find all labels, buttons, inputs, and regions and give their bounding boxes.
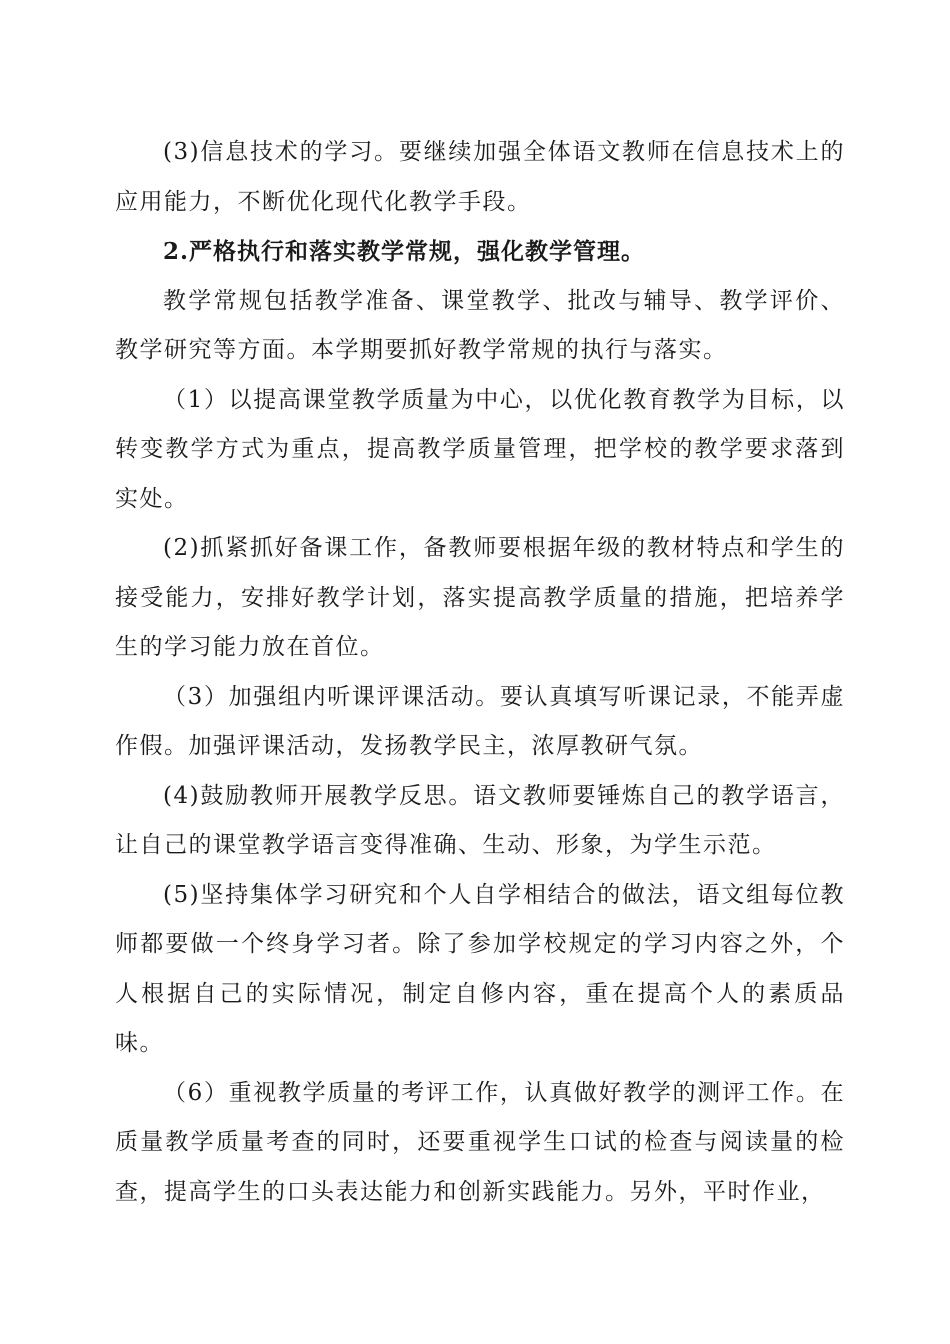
paragraph-item-4: (4)鼓励教师开展教学反思。语文教师要锤炼自己的教学语言，让自己的课堂教学语言变得准确、生动、形象，为学生示范。 <box>115 782 845 858</box>
paragraph-item-2: (2)抓紧抓好备课工作，备教师要根据年级的教材特点和学生的接受能力，安排好教学计划，落实提高教学质量的措施，把培养学生的学习能力放在首位。 <box>115 535 845 660</box>
paragraph-item-1: （1）以提高课堂教学质量为中心，以优化教育教学为目标，以转变教学方式为重点，提高教学质量管理，把学校的教学要求落到实处。 <box>115 386 845 512</box>
paragraph-item-3: （3）加强组内听课评课活动。要认真填写听课记录，不能弄虚作假。加强评课活动，发扬教学民主，浓厚教研气氛。 <box>115 683 845 759</box>
section-heading-2: 2.严格执行和落实教学常规，强化教学管理。 <box>163 238 646 265</box>
paragraph-item-6: （6）重视教学质量的考评工作，认真做好教学的测评工作。在质量教学质量考查的同时，还要重视学生口试的检查与阅读量的检查，提高学生的口头表达能力和创新实践能力。另外，平时作业， <box>115 1079 845 1205</box>
document-body <box>115 128 845 1217</box>
paragraph-info-tech: (3)信息技术的学习。要继续加强全体语文教师在信息技术上的应用能力，不断优化现代化教学手段。 <box>115 139 845 215</box>
paragraph-teaching-routine: 教学常规包括教学准备、课堂教学、批改与辅导、教学评价、教学研究等方面。本学期要抓好教学常规的执行与落实。 <box>115 287 845 363</box>
paragraph-item-5: (5)坚持集体学习研究和个人自学相结合的做法，语文组每位教师都要做一个终身学习者。除了参加学校规定的学习内容之外，个人根据自己的实际情况，制定自修内容，重在提高个人的素质品味。 <box>115 881 845 1056</box>
